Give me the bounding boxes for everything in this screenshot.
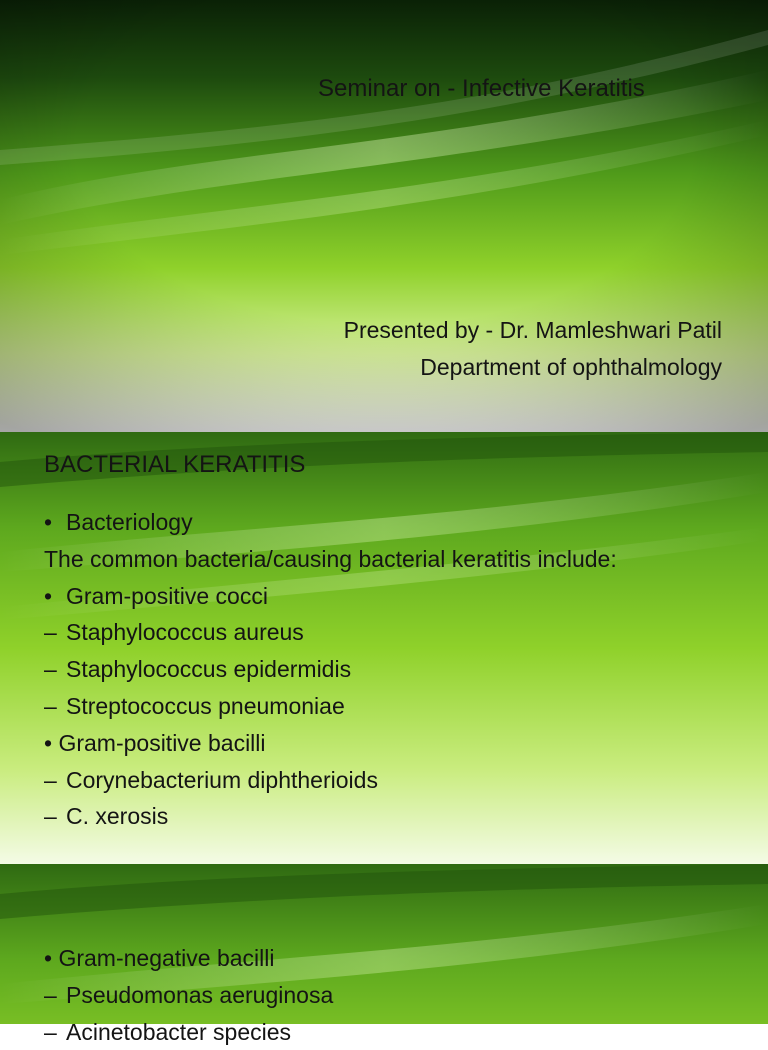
list-marker: • [44, 509, 53, 535]
list-item-text: Gram-positive cocci [66, 582, 268, 609]
list-item [44, 578, 617, 615]
list-item-text: C. xerosis [66, 803, 169, 830]
gram-negative-list [44, 940, 333, 1050]
list-item [44, 762, 617, 799]
presenter-name: Presented by - Dr. Mamleshwari Patil [343, 317, 722, 343]
list-item [44, 1014, 333, 1050]
list-marker: • [44, 729, 53, 756]
list-marker: – [44, 981, 57, 1008]
list-item [44, 504, 617, 541]
list-item-text: Corynebacterium diphtherioids [66, 766, 378, 793]
list-item [44, 614, 617, 651]
list-item-text: Streptococcus pneumoniae [66, 692, 345, 719]
list-item-text: Acinetobacter species [66, 1018, 292, 1045]
list-item-text: Staphylococcus epidermidis [66, 656, 352, 683]
list-marker: • [44, 945, 53, 971]
list-marker: – [44, 619, 57, 646]
list-marker: • [44, 582, 53, 609]
list-item-text: Bacteriology [66, 509, 193, 535]
presenter-department: Department of ophthalmology [420, 354, 722, 380]
list-item-text: Gram-negative bacilli [58, 945, 275, 971]
list-marker: – [44, 656, 57, 683]
list-marker: – [44, 1018, 57, 1045]
list-item-text: Pseudomonas aeruginosa [66, 981, 334, 1008]
presenter-block [344, 312, 722, 386]
list-marker: – [44, 766, 57, 793]
list-marker: – [44, 692, 57, 719]
list-marker: – [44, 803, 57, 830]
list-item-text: Gram-positive bacilli [58, 729, 266, 756]
title-slide [0, 0, 768, 432]
list-item [44, 940, 333, 977]
list-item [44, 688, 617, 725]
slide-heading: BACTERIAL KERATITIS [44, 451, 306, 478]
list-item [44, 651, 617, 688]
list-item-text: Staphylococcus aureus [66, 619, 304, 646]
list-item [44, 725, 617, 762]
list-item-text: The common bacteria/causing bacterial keratitis include: [44, 545, 617, 572]
bacteriology-list [44, 504, 617, 835]
list-item [44, 798, 617, 835]
list-item [44, 541, 617, 578]
list-item [44, 977, 333, 1014]
slide-title: Seminar on - Infective Keratitis [318, 75, 645, 102]
